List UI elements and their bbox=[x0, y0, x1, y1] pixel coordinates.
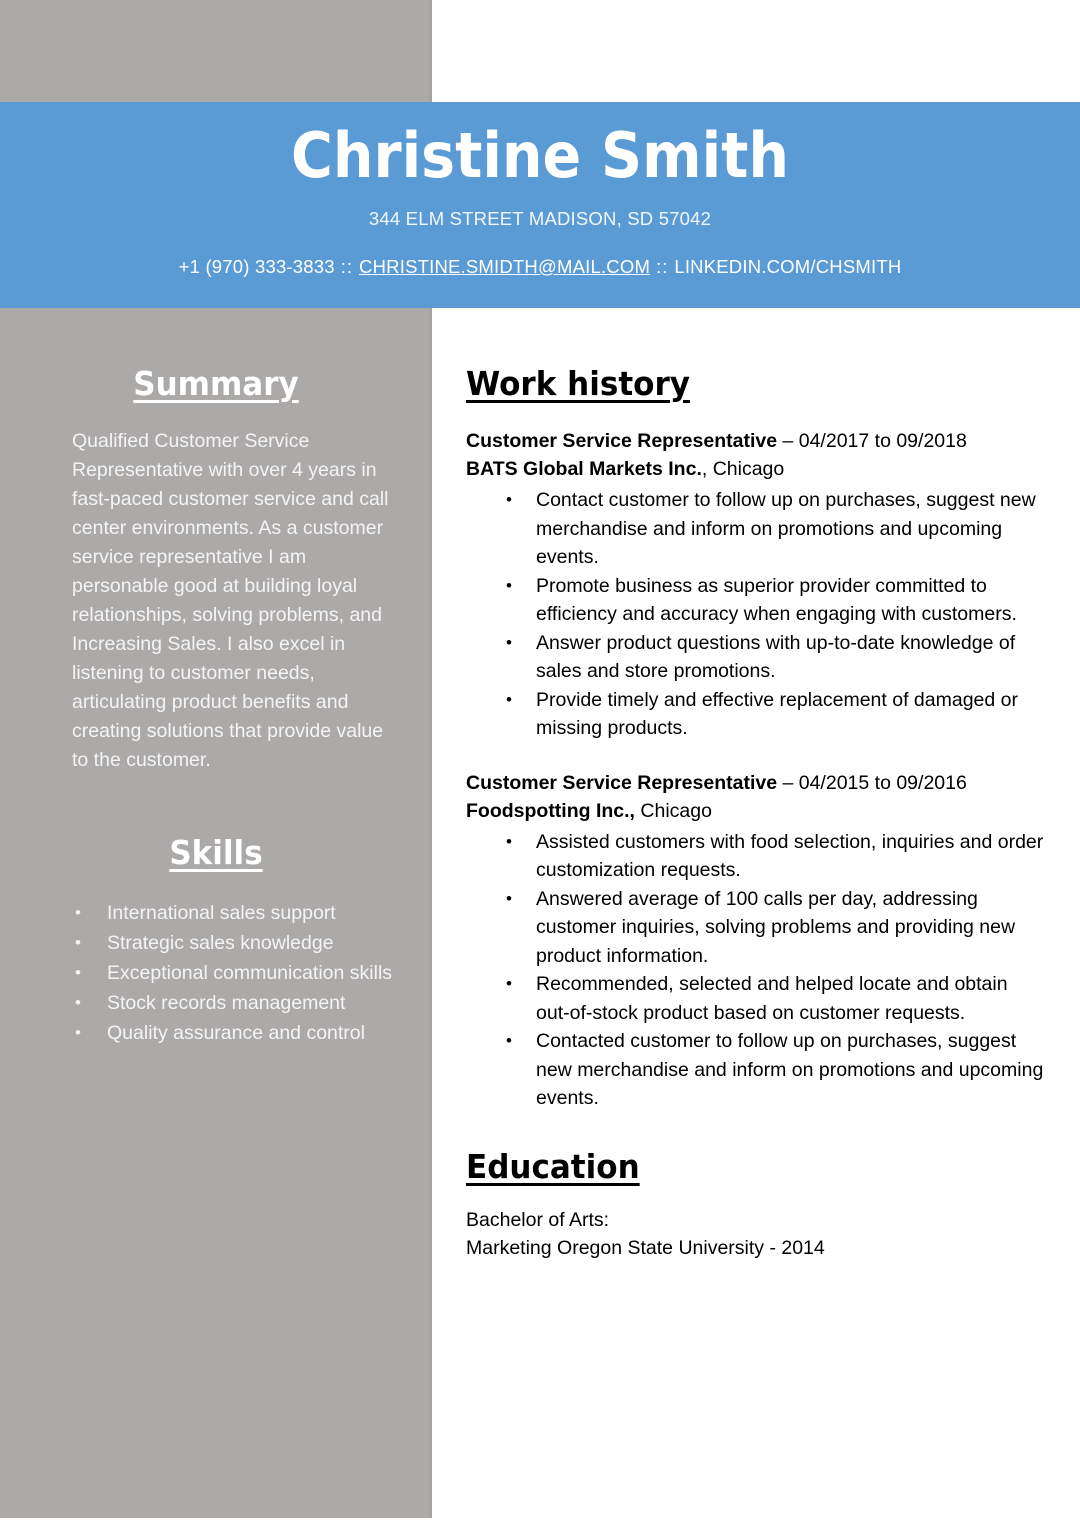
job-duties-list bbox=[466, 486, 1046, 743]
job-entry bbox=[466, 769, 1046, 1113]
duty-text: Contacted customer to follow up on purchases, suggest new merchandise and inform on promotions and upcoming events. bbox=[536, 1030, 1044, 1109]
education-degree: Bachelor of Arts: bbox=[466, 1208, 610, 1231]
duty-text: Answer product questions with up-to-date knowledge of sales and store promotions. bbox=[536, 631, 1016, 682]
summary-section bbox=[0, 308, 432, 775]
job-company: BATS Global Markets Inc. bbox=[466, 458, 702, 480]
list-item bbox=[506, 885, 1046, 971]
bullet-icon: • bbox=[506, 888, 512, 908]
job-entry bbox=[466, 427, 1046, 743]
bullet-icon: • bbox=[506, 575, 512, 595]
job-company-line bbox=[466, 455, 1046, 483]
education-heading: Education bbox=[466, 1146, 640, 1186]
bullet-icon: • bbox=[75, 963, 81, 982]
list-item bbox=[506, 1027, 1046, 1113]
duty-text: Answered average of 100 calls per day, addressing customer inquiries, solving problems and providing new product information. bbox=[536, 887, 1016, 967]
contact-separator-1: :: bbox=[340, 256, 354, 277]
education-section bbox=[466, 1113, 1046, 1262]
job-dates: – 04/2015 to 09/2016 bbox=[782, 771, 967, 794]
duty-text: Recommended, selected and helped locate and obtain out-of-stock product based on customer requests. bbox=[536, 973, 1008, 1024]
summary-body: Qualified Customer Service Representative with over 4 years in fast-paced customer service and call center environments. As a customer service representative I am personable good at building loyal relationships, solving problems, and Increasing Sales. I also excel in listening to customer needs, articulating product benefits and creating solutions that provide value to the customer. bbox=[72, 430, 389, 771]
job-duties-list bbox=[466, 828, 1046, 1113]
job-role: Customer Service Representative bbox=[466, 771, 778, 794]
list-item bbox=[75, 958, 432, 988]
contact-separator-2: :: bbox=[656, 256, 669, 277]
bullet-icon: • bbox=[506, 689, 512, 709]
list-item bbox=[506, 486, 1046, 572]
main-content bbox=[466, 308, 1046, 1262]
sidebar bbox=[0, 308, 432, 1048]
email-link[interactable]: CHRISTINE.SMIDTH@MAIL.COM bbox=[359, 256, 651, 277]
list-item bbox=[75, 898, 432, 928]
page-title: Christine Smith bbox=[290, 119, 790, 192]
list-item bbox=[75, 1018, 432, 1048]
bullet-icon: • bbox=[506, 632, 512, 652]
list-item bbox=[506, 970, 1046, 1027]
education-detail: Marketing Oregon State University - 2014 bbox=[466, 1236, 825, 1259]
skill-label: Quality assurance and control bbox=[107, 1022, 365, 1044]
skills-section bbox=[0, 775, 432, 1048]
list-item bbox=[506, 828, 1046, 885]
bullet-icon: • bbox=[506, 974, 512, 993]
job-title-line bbox=[466, 427, 1046, 455]
job-company-line bbox=[466, 797, 1046, 825]
job-role: Customer Service Representative bbox=[466, 430, 778, 452]
bullet-icon: • bbox=[75, 993, 81, 1012]
phone-number: +1 (970) 333-3833 bbox=[178, 256, 335, 277]
education-entry bbox=[466, 1206, 1046, 1262]
resume-header-band bbox=[0, 102, 1080, 308]
list-item bbox=[506, 686, 1046, 743]
job-dates: – 04/2017 to 09/2018 bbox=[782, 430, 967, 452]
skill-label: Stock records management bbox=[107, 992, 346, 1014]
linkedin-link[interactable]: LINKEDIN.COM/CHSMITH bbox=[674, 256, 902, 277]
summary-heading: Summary bbox=[133, 364, 299, 403]
bullet-icon: • bbox=[506, 490, 512, 509]
bullet-icon: • bbox=[75, 933, 81, 952]
job-title-line bbox=[466, 769, 1046, 797]
duty-text: Contact customer to follow up on purchases, suggest new merchandise and inform on promotions and upcoming events. bbox=[536, 489, 1036, 568]
skills-heading: Skills bbox=[169, 833, 263, 872]
list-item bbox=[75, 928, 432, 958]
work-history-section bbox=[466, 308, 1046, 1113]
bullet-icon: • bbox=[506, 1031, 512, 1050]
list-item bbox=[506, 572, 1046, 629]
duty-text: Promote business as superior provider committed to efficiency and accuracy when engaging with customers. bbox=[536, 574, 1017, 625]
bullet-icon: • bbox=[75, 1023, 81, 1042]
skill-label: Exceptional communication skills bbox=[107, 962, 393, 984]
duty-text: Provide timely and effective replacement of damaged or missing products. bbox=[536, 688, 1018, 739]
duty-text: Assisted customers with food selection, inquiries and order customization requests. bbox=[536, 830, 1044, 881]
job-company: Foodspotting Inc., bbox=[466, 799, 635, 822]
contact-line bbox=[0, 256, 1080, 278]
job-city: , Chicago bbox=[701, 458, 785, 480]
job-city: Chicago bbox=[634, 799, 712, 822]
address-line: 344 ELM STREET MADISON, SD 57042 bbox=[368, 208, 712, 229]
list-item bbox=[75, 988, 432, 1018]
bullet-icon: • bbox=[506, 831, 512, 851]
skill-label: Strategic sales knowledge bbox=[107, 932, 334, 954]
list-item bbox=[506, 629, 1046, 686]
bullet-icon: • bbox=[75, 903, 81, 922]
skill-label: International sales support bbox=[107, 902, 336, 924]
work-history-heading: Work history bbox=[466, 364, 690, 403]
skills-list bbox=[0, 898, 432, 1048]
